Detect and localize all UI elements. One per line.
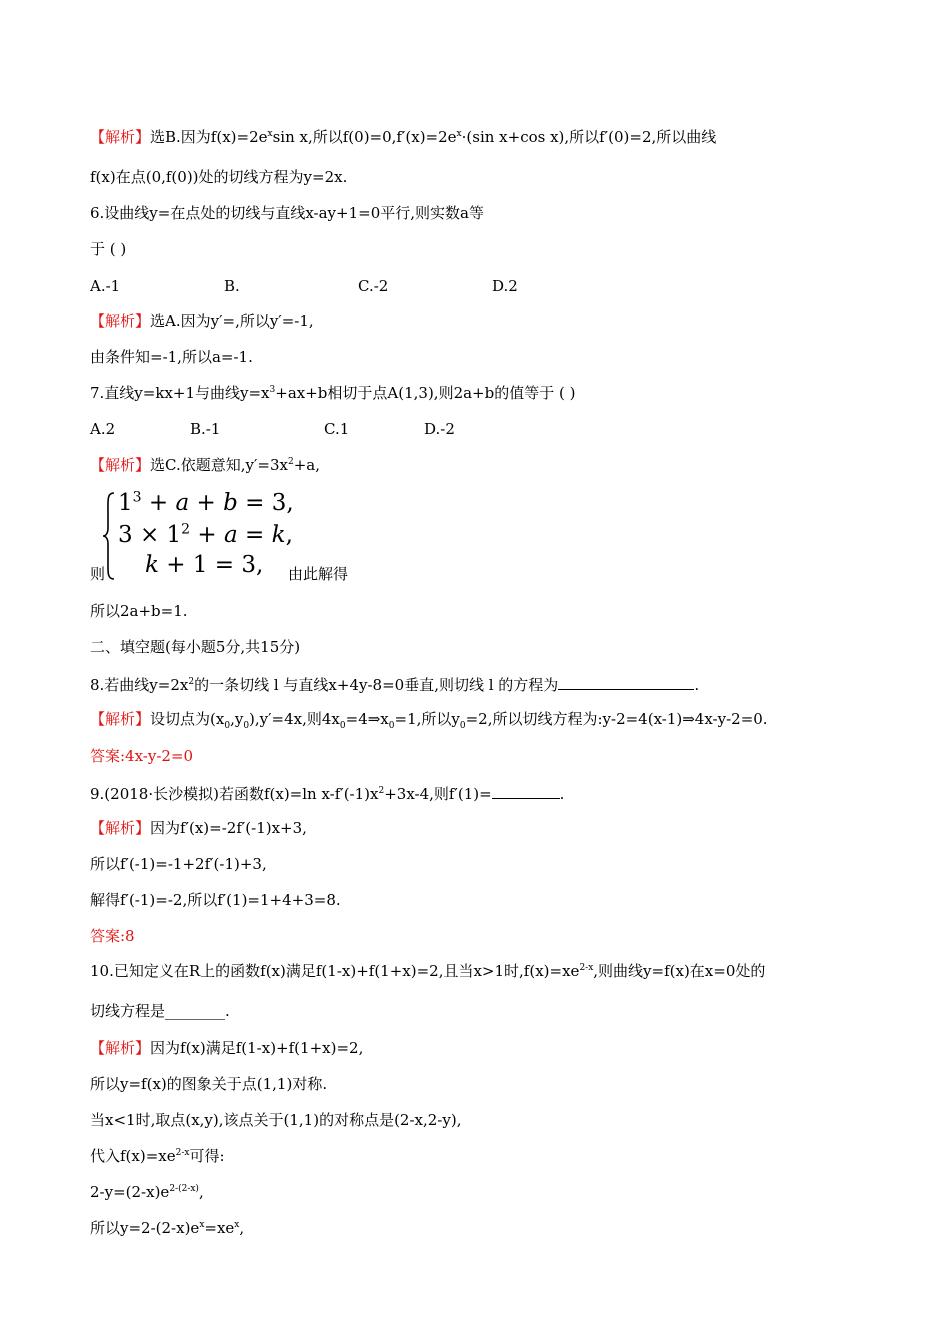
question-6-cont: 于 ( ): [90, 240, 127, 258]
left-brace-icon: [102, 492, 116, 580]
analysis-7-result: 所以2a+b=1.: [90, 602, 188, 620]
answer-9: 答案:8: [90, 927, 135, 945]
analysis-tag: 【解析】: [90, 819, 151, 837]
analysis-10-line3: 当x<1时,取点(x,y),该点关于(1,1)的对称点是(2-x,2-y),: [90, 1111, 462, 1129]
then-label: 则: [90, 565, 106, 583]
option-a: A.2: [90, 420, 116, 438]
analysis-tag: 【解析】: [90, 312, 151, 330]
analysis-10-line6: 所以$y=2-(2-x)e^x=xe^x$,: [90, 1219, 245, 1237]
analysis-tag: 【解析】: [90, 710, 151, 728]
answer-8: 答案:4x-y-2=0: [90, 747, 194, 765]
question-9: 9.(2018·长沙模拟)若函数f(x)=ln $x-f'(-1)x^2+3x-4$,则f′(1)= .: [90, 782, 564, 804]
analysis-5-line2: f(x)在点(0,f(0))处的切线方程为y=2x.: [90, 168, 348, 186]
question-8: 8.若曲线$y=2x^2$的一条切线 l 与直线x+4y-8=0垂直,则切线 l 的方程为 .: [90, 673, 699, 695]
question-7: 7.直线y=kx+1与曲线$y=x^3+ax+b$相切于点A(1,3),则2a+b的值等于 ( ): [90, 384, 576, 402]
analysis-10-line2: 所以y=f(x)的图象关于点(1,1)对称.: [90, 1075, 328, 1093]
equation-1: $1^3 + a + b = 3$,: [118, 489, 294, 516]
analysis-8: 【解析】设切点为$(x_0,y_0),y'=4x$,则$4x_0=4\Rightarrow x_0=1$,所以$y_0=2$,所以切线方程为:y-2=4(x-1)⇒4x-y-2=0.: [90, 710, 768, 731]
analysis-9-line3: 解得f′(-1)=-2,所以f′(1)=1+4+3=8.: [90, 891, 341, 909]
analysis-6-line2: 由条件知=-1,所以a=-1.: [90, 348, 253, 366]
solve-label: 由此解得: [288, 565, 349, 583]
analysis-9-line1: 【解析】因为f′(x)=-2f′(-1)x+3,: [90, 819, 307, 837]
equation-2: $3 \times 1^2 + a = k$,: [118, 521, 293, 548]
analysis-10-line4: 代入$f(x)=xe^{2-x}$可得:: [90, 1147, 225, 1165]
option-d: D.-2: [424, 420, 455, 438]
analysis-5-line1: 【解析】选B.因为$f(x)=2e^x\sin$ x,所以$f(0)=0,f'(x)=2e^x\cdot(\sin$ x+cos x),所以f′(0)=2,所以曲线: [90, 128, 717, 146]
analysis-10-line1: 【解析】因为f(x)满足f(1-x)+f(1+x)=2,: [90, 1039, 364, 1057]
analysis-6-line1: 【解析】选A.因为y′=,所以y′=-1,: [90, 312, 314, 330]
analysis-7-line1: 【解析】选C.依题意知$,y'=3x^2+a$,: [90, 456, 320, 474]
question-10-line2: 切线方程是________.: [90, 1002, 230, 1020]
analysis-9-line2: 所以f′(-1)=-1+2f′(-1)+3,: [90, 855, 267, 873]
equation-3: k + 1 = 3,: [145, 552, 264, 578]
option-c: C.1: [324, 420, 350, 438]
analysis-tag: 【解析】: [90, 456, 151, 474]
section-heading: 二、填空题(每小题5分,共15分): [90, 638, 301, 656]
answer-blank: [492, 782, 560, 799]
question-10-line1: 10.已知定义在R上的函数f(x)满足f(1-x)+f(1+x)=2,且当x>1时$,f(x)=xe^{2-x}$,则曲线y=f(x)在x=0处的: [90, 962, 766, 980]
option-d: D.2: [492, 277, 518, 295]
equation-system: [90, 488, 390, 588]
answer-blank: [558, 673, 694, 690]
option-c: C.-2: [358, 277, 389, 295]
option-a: A.-1: [90, 277, 121, 295]
analysis-tag: 【解析】: [90, 1039, 151, 1057]
analysis-tag: 【解析】: [90, 128, 151, 146]
analysis-10-line5: $2-y=(2-x)e^{2-(2-x)}$,: [90, 1183, 204, 1201]
option-b: B.: [224, 277, 240, 295]
question-6: 6.设曲线y=在点处的切线与直线x-ay+1=0平行,则实数a等: [90, 204, 484, 222]
option-b: B.-1: [190, 420, 221, 438]
